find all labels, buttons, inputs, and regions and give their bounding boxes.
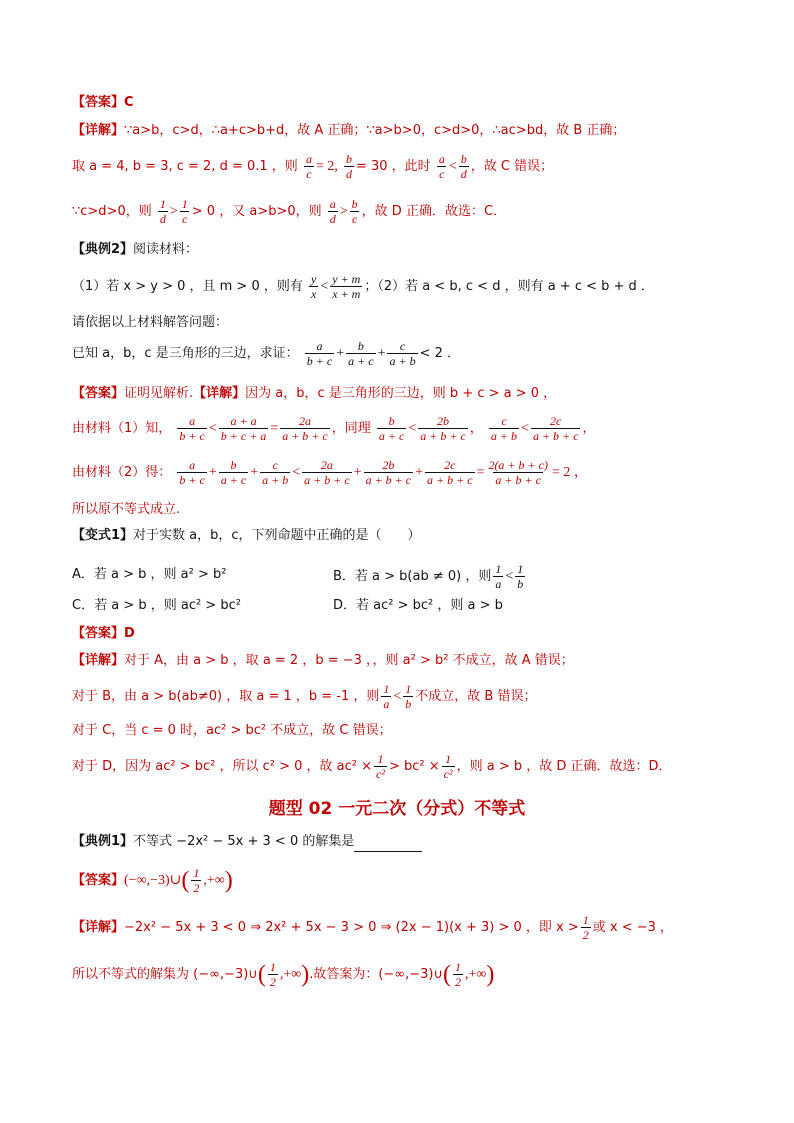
num: c [501, 414, 507, 428]
text: 对于 D，因为 ac² > bc² ，所以 c² > 0 ，故 ac² × [72, 759, 373, 774]
fraction [344, 152, 354, 181]
den: a + b + c [365, 473, 412, 487]
fraction [328, 197, 338, 226]
text: > bc² × [388, 759, 440, 774]
den: b + c + a [220, 429, 267, 443]
material-2-line [72, 456, 588, 490]
num: 1 [181, 197, 188, 211]
text: < [521, 421, 529, 436]
den: x [311, 287, 317, 301]
fraction [387, 339, 417, 368]
text: ∵c>d>0，则 [72, 204, 152, 219]
num: b [460, 152, 467, 166]
answer-line-2 [72, 384, 556, 404]
answer-value: C [124, 95, 134, 110]
example-text: 阅读材料： [133, 242, 199, 257]
fraction [364, 458, 414, 487]
answer-tag: 【答案】 [72, 626, 125, 641]
fraction [260, 458, 290, 487]
fraction [459, 152, 469, 181]
text: B．若 a > b(ab ≠ 0) ，则 [333, 569, 492, 584]
text: ,+∞ [465, 967, 487, 982]
text: = 2 ， [551, 465, 588, 480]
fraction [531, 414, 581, 443]
text: 不成立，故 B 错误； [415, 689, 537, 704]
text: 取 a = 4, b = 3, c = 2, d = 0.1 ，则 [72, 159, 298, 174]
text: (−∞,−3)∪ [124, 873, 182, 888]
fraction [374, 752, 387, 781]
text: < [448, 159, 457, 174]
num: a [189, 458, 196, 472]
text: + [415, 465, 423, 480]
option-b [333, 562, 527, 591]
den: 2 [269, 975, 276, 989]
text: 由材料（1）知， [72, 421, 172, 436]
option-c: C．若 a > b ，则 ac² > bc² [72, 598, 241, 613]
den: a + b [490, 429, 518, 443]
fraction [489, 414, 519, 443]
ask-line: 请依据以上材料解答问题： [72, 315, 229, 330]
num: 1 [405, 682, 412, 696]
den: b [517, 577, 524, 591]
text: = 30 ，此时 [355, 159, 431, 174]
text: < 2 ． [419, 346, 461, 361]
den: b + c [179, 473, 205, 487]
example-tag: 【典例2】 [72, 242, 134, 257]
variation-text: 对于实数 a，b，c，下列命题中正确的是（ ） [133, 528, 421, 543]
fraction [177, 414, 206, 443]
text: < [505, 569, 514, 584]
den: a + b + c [532, 429, 579, 443]
fraction [493, 562, 503, 591]
text: + [208, 465, 217, 480]
num: 2a [320, 458, 333, 472]
num: a [189, 414, 196, 428]
variation-1-heading [72, 526, 421, 546]
text: = [476, 465, 485, 480]
fraction [280, 414, 330, 443]
section-title: 题型 02 一元二次（分式）不等式 [268, 799, 526, 819]
text: ,+∞ [203, 873, 225, 888]
fraction [418, 414, 468, 443]
den: 2 [193, 881, 200, 895]
den: c [306, 167, 312, 181]
paren-close: ) [486, 961, 495, 988]
num: a [438, 152, 445, 166]
num: b [230, 458, 237, 472]
fraction [425, 458, 475, 487]
num: a [329, 197, 336, 211]
answer-value: D [124, 626, 135, 641]
example-1-heading [72, 832, 422, 852]
text: 由材料（2）得： [72, 465, 172, 480]
text: = [270, 421, 279, 436]
num: 1 [445, 752, 452, 766]
den: c [352, 212, 358, 226]
detail-c: 对于 C，当 c = 0 时，ac² > bc² 不成立，故 C 错误； [72, 723, 392, 738]
num: b [388, 414, 395, 428]
variation-tag: 【变式1】 [72, 528, 134, 543]
text: = 2, [315, 159, 338, 174]
den: a [495, 577, 502, 591]
detail-line-2 [72, 152, 553, 182]
num: y [311, 272, 317, 286]
num: 1 [582, 913, 589, 927]
text: ，故 C 错误； [470, 159, 554, 174]
num: b [351, 197, 358, 211]
num: 1 [159, 197, 166, 211]
fraction [219, 458, 248, 487]
hold-line: 所以原不等式成立. [72, 502, 181, 517]
text: < [408, 421, 417, 436]
num: a + a [230, 414, 257, 428]
paren-close: ) [224, 867, 233, 894]
text: < [208, 421, 217, 436]
num: 1 [383, 682, 390, 696]
detail-tag: 【详解】 [72, 653, 125, 668]
den: d [159, 212, 166, 226]
text: > [339, 204, 348, 219]
num: c [399, 339, 406, 353]
text: ,+∞ [279, 967, 302, 982]
num: a [316, 339, 323, 353]
den: d [345, 167, 352, 181]
fraction [309, 272, 318, 301]
num: 2c [550, 414, 562, 428]
fraction [486, 458, 550, 487]
num: c [272, 458, 278, 472]
fraction [350, 197, 360, 226]
fraction [453, 960, 463, 989]
den: d [460, 167, 467, 181]
fraction [403, 682, 413, 711]
answer-tag: 【答案】 [72, 95, 125, 110]
text: 因为 a，b，c 是三角形的三边，则 b + c > a > 0 ， [245, 386, 557, 401]
den: b + c [179, 429, 205, 443]
den: c² [376, 767, 385, 781]
fraction [330, 272, 362, 301]
example-tag: 【典例1】 [72, 834, 134, 849]
fraction [180, 197, 190, 226]
fraction [158, 197, 168, 226]
den: d [329, 212, 336, 226]
den: c [182, 212, 188, 226]
den: a + b [262, 473, 289, 487]
fraction [191, 866, 201, 895]
den: a + b + c [495, 473, 541, 487]
text: < [292, 465, 301, 480]
text: < [320, 279, 329, 294]
text: ， [582, 421, 596, 436]
text: （1）若 x > y > 0 ，且 m > 0 ，则有 [72, 279, 303, 294]
num: 2b [382, 458, 395, 472]
text: ， [469, 421, 483, 436]
num: 2(a + b + c) [488, 458, 548, 472]
final-line [72, 958, 494, 992]
num: b [345, 152, 352, 166]
detail-tag: 【详解】 [193, 386, 246, 401]
detail-d [72, 752, 672, 782]
num: 1 [193, 866, 200, 880]
text: 对于 A，由 a > b ，取 a = 2 ，b = −3 ，，则 a² > b² 不成立，故 A 错误； [124, 653, 574, 668]
material-line [72, 272, 654, 302]
detail-line-3 [72, 197, 506, 227]
paren-open: ( [257, 961, 266, 988]
fraction [304, 152, 314, 181]
text: 已知 a，b，c 是三角形的三边，求证： [72, 346, 299, 361]
answer-blank [354, 837, 422, 852]
num: 2c [444, 458, 456, 472]
example-2-heading [72, 240, 198, 260]
fraction [442, 752, 455, 781]
fraction [377, 414, 406, 443]
answer-line-4 [72, 864, 233, 898]
num: 2a [298, 414, 311, 428]
detail-a [72, 651, 574, 671]
den: a + c [378, 429, 405, 443]
text: > 0 ，又 a>b>0，则 [191, 204, 322, 219]
fraction [346, 339, 375, 368]
num: y + m [332, 272, 361, 286]
num: a [305, 152, 312, 166]
fraction [177, 458, 206, 487]
text: ，则 a > b ，故 D 正确．故选：D． [456, 759, 672, 774]
paren-close: ) [301, 961, 310, 988]
option-a: A．若 a > b ，则 a² > b² [72, 567, 227, 582]
answer-line-3 [72, 624, 135, 644]
num: b [357, 339, 364, 353]
paren-open: ( [443, 961, 452, 988]
num: 2b [437, 414, 449, 428]
fraction [305, 339, 334, 368]
fraction [437, 152, 447, 181]
detail-line-1 [72, 121, 625, 141]
den: c [439, 167, 445, 181]
text: + [353, 465, 362, 480]
num: 1 [269, 960, 276, 974]
text: + [336, 346, 345, 361]
text: ；（2）若 a < b, c < d ，则有 a + c < b + d ． [364, 279, 654, 294]
option-d: D．若 ac² > bc² ，则 a > b [333, 598, 503, 613]
num: 1 [377, 752, 384, 766]
detail-line-4 [72, 912, 673, 944]
den: a + b [389, 354, 416, 368]
fraction [515, 562, 525, 591]
text: < [393, 689, 402, 704]
text: −2x² − 5x + 3 < 0 ⇒ 2x² + 5x − 3 > 0 ⇒ (2x − 1)(x + 3) > 0 ，即 x > [124, 920, 579, 935]
den: a + b + c [282, 429, 328, 443]
text: .故答案为：(−∞,−3)∪ [309, 967, 444, 982]
answer-tag: 【答案】 [72, 386, 125, 401]
den: 2 [455, 975, 462, 989]
answer-tag: 【答案】 [72, 873, 125, 888]
num: 1 [495, 562, 502, 576]
den: x + m [332, 287, 361, 301]
detail-tag: 【详解】 [72, 920, 125, 935]
den: a + b + c [427, 473, 473, 487]
den: c² [443, 767, 453, 781]
material-1-line [72, 412, 595, 446]
fraction [381, 682, 391, 711]
text: 或 x < −3 ， [592, 920, 674, 935]
den: a + b + c [420, 429, 466, 443]
paren-open: ( [181, 867, 190, 894]
fraction [268, 960, 278, 989]
text: + [377, 346, 386, 361]
text: + [250, 465, 259, 480]
den: 2 [582, 928, 589, 942]
num: 1 [517, 562, 524, 576]
example-text: 不等式 −2x² − 5x + 3 < 0 的解集是 [133, 834, 355, 849]
fraction [219, 414, 269, 443]
den: a [383, 697, 390, 711]
detail-b [72, 682, 536, 712]
text: 证明见解析. [124, 386, 194, 401]
den: a + b + c [304, 473, 350, 487]
text: > [169, 204, 178, 219]
den: a + c [348, 354, 374, 368]
den: b + c [306, 354, 333, 368]
text: ，故 D 正确．故选：C． [361, 204, 507, 219]
text: ，同理 [331, 421, 371, 436]
answer-line-1 [72, 93, 134, 113]
text: 所以不等式的解集为 (−∞,−3)∪ [72, 967, 258, 982]
fraction [302, 458, 352, 487]
detail-text: ∵a>b，c>d，∴a+c>b+d，故 A 正确；∵a>b>0，c>d>0，∴ac>bd，故 B 正确； [124, 123, 626, 138]
text: 对于 B，由 a > b(ab≠0) ，取 a = 1 ，b = -1 ，则 [72, 689, 380, 704]
num: 1 [455, 960, 462, 974]
prove-line [72, 339, 460, 369]
den: a + c [220, 473, 247, 487]
den: b [405, 697, 412, 711]
detail-tag: 【详解】 [72, 123, 125, 138]
fraction [581, 913, 591, 942]
